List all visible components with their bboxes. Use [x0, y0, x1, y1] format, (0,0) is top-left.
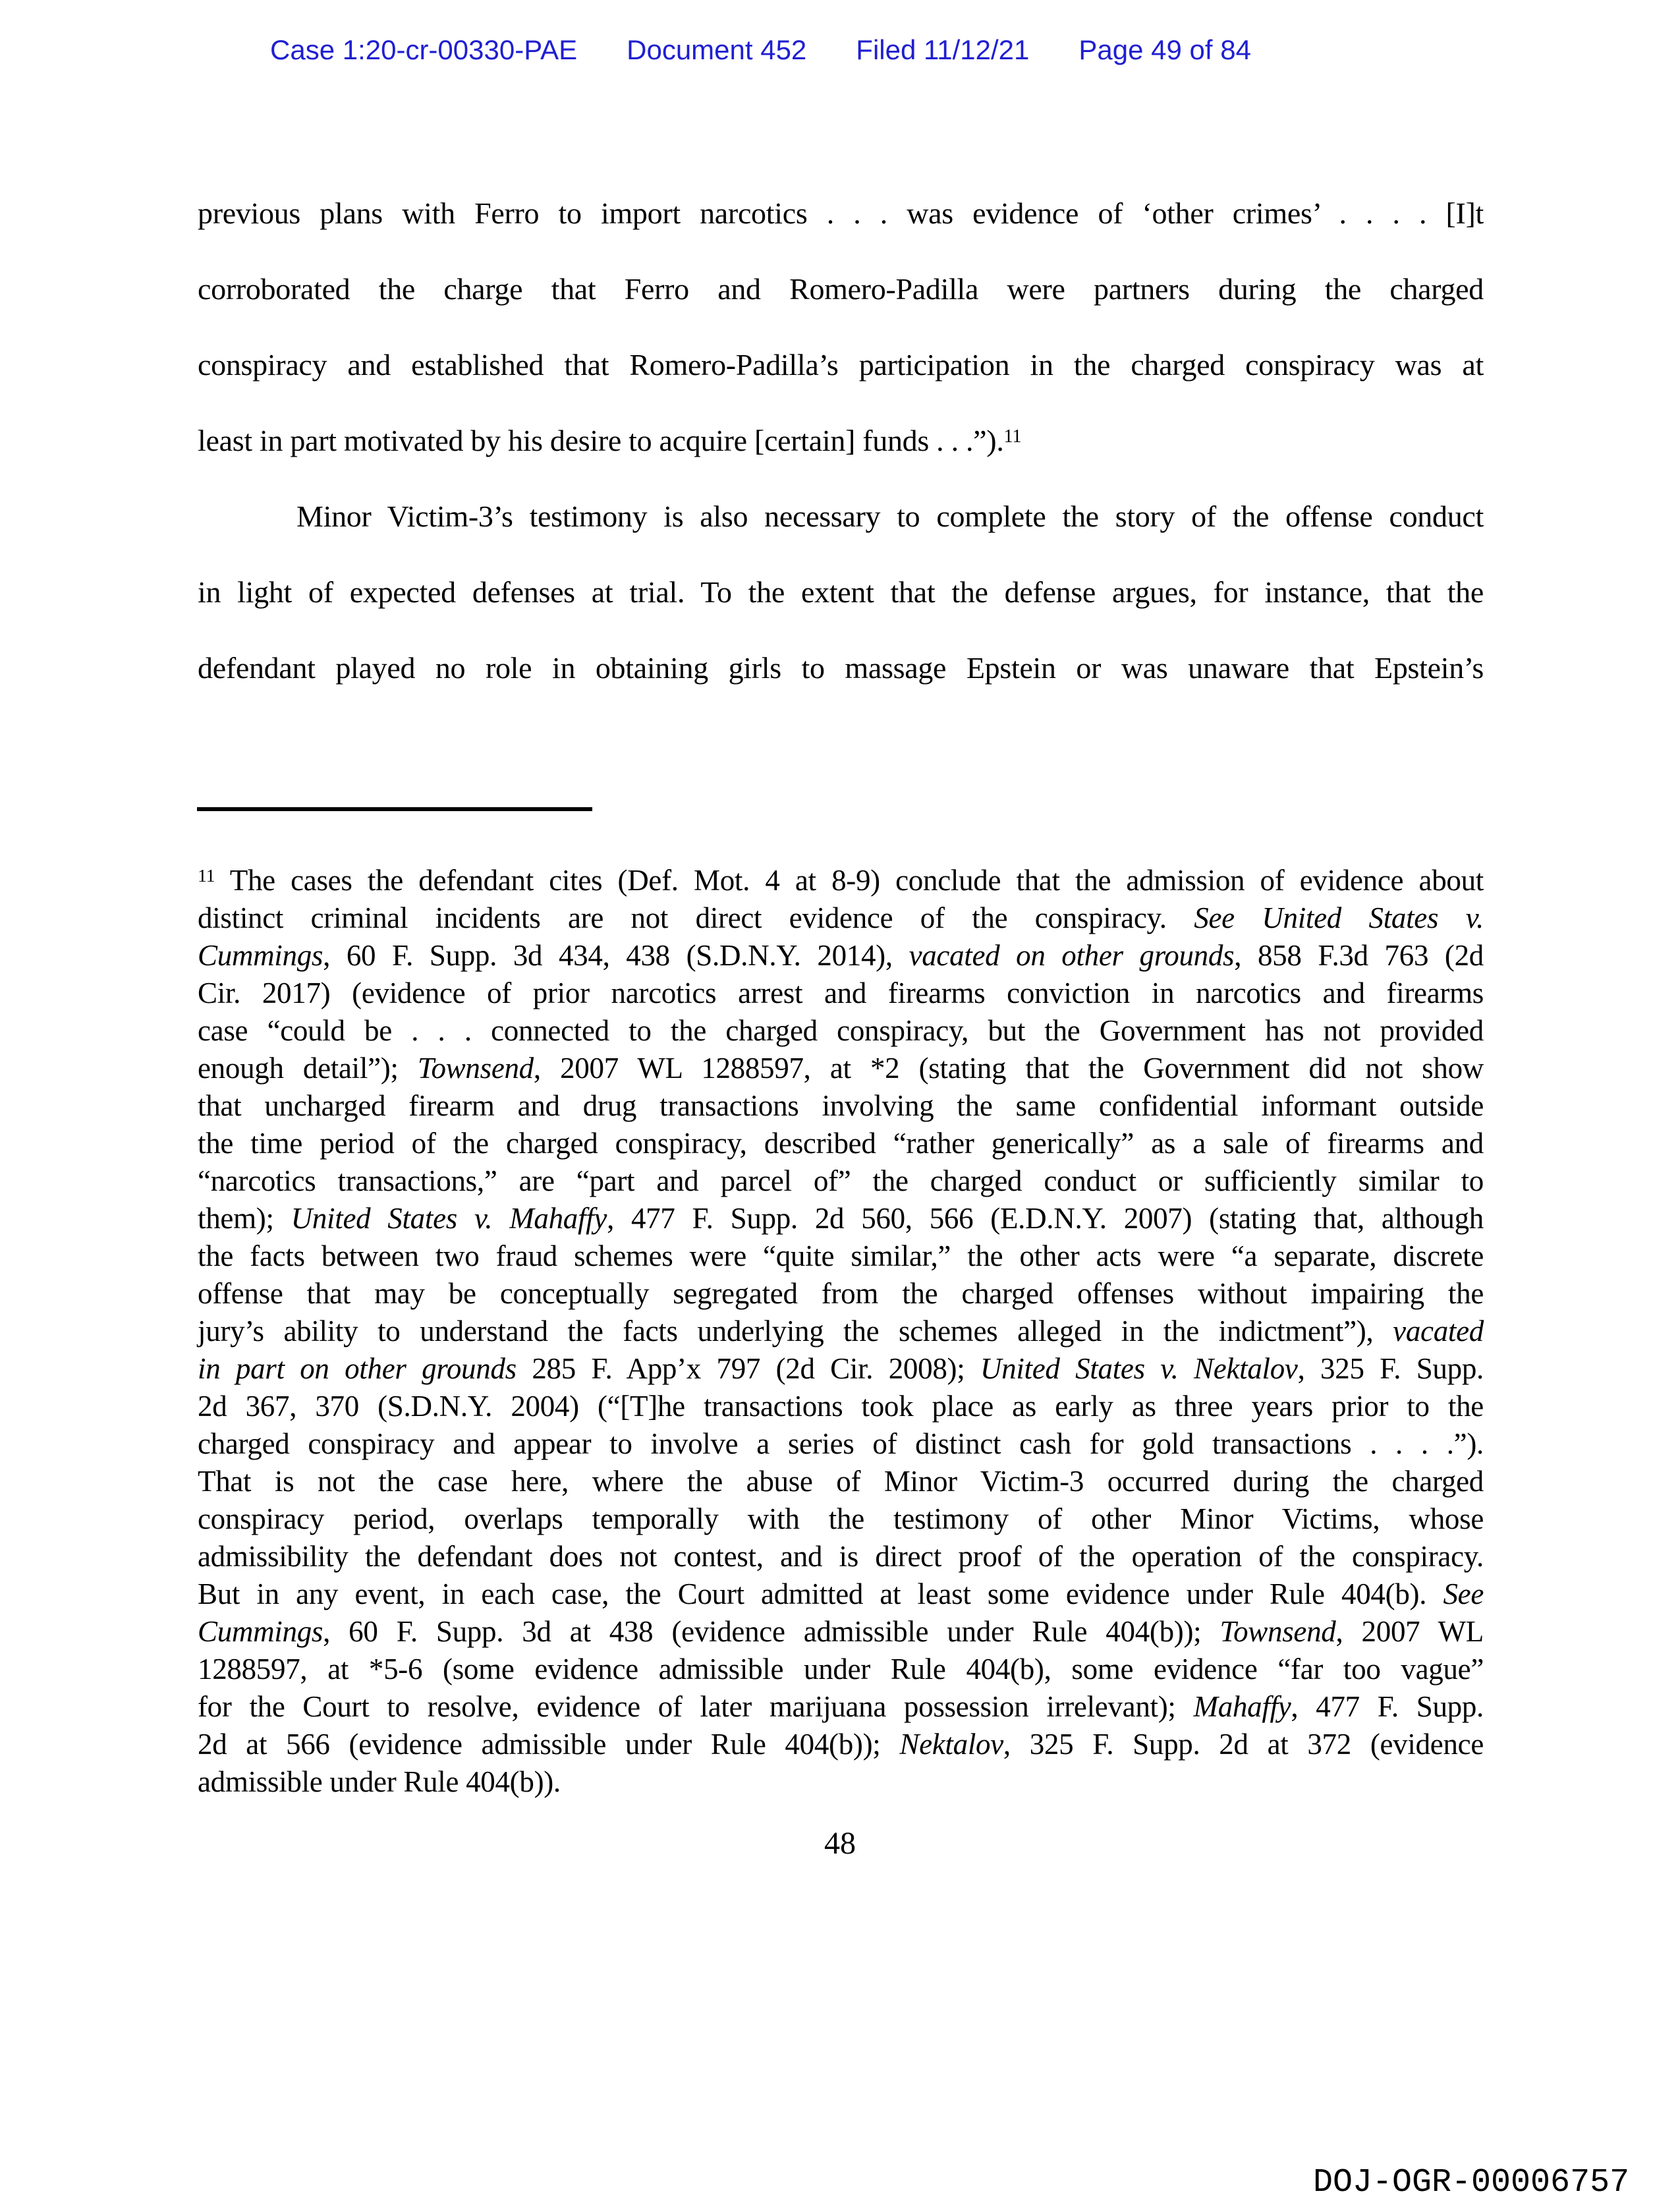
- footnote-reference: 11: [198, 866, 215, 887]
- text-line: [198, 1087, 1484, 1125]
- text-line: [198, 1613, 1484, 1651]
- page-number: 48: [824, 1826, 856, 1861]
- case-citation-italic: Cummings: [198, 939, 323, 972]
- text-run: conspiracy period, overlaps temporally with the testimony of other Minor Victims, whose: [198, 1502, 1484, 1535]
- text-run: them);: [198, 1202, 291, 1235]
- text-line: [198, 1538, 1484, 1575]
- text-run: case “could be . . . connected to the charged conspiracy, but the Government has not provided: [198, 1014, 1484, 1047]
- text-run: admissibility the defendant does not contest, and is direct proof of the operation of the conspiracy.: [198, 1540, 1484, 1573]
- text-line: [198, 1651, 1484, 1688]
- text-line: [198, 1463, 1484, 1500]
- case-citation-italic: in part on other grounds: [198, 1352, 517, 1385]
- page-x-of-y: Page 49 of 84: [1078, 34, 1251, 65]
- text-run: , 60 F. Supp. 3d at 438 (evidence admissible under Rule 404(b));: [323, 1615, 1220, 1648]
- text-run: “narcotics transactions,” are “part and parcel of” the charged conduct or sufficiently similar to: [198, 1164, 1484, 1197]
- text-run: previous plans with Ferro to import narcotics . . . was evidence of ‘other crimes’ . . . . [I]t: [198, 196, 1484, 230]
- text-run: jury’s ability to understand the facts underlying the schemes alleged in the indictment”),: [198, 1315, 1393, 1347]
- case-citation-italic: See: [1443, 1577, 1484, 1610]
- body-text: [198, 175, 1484, 706]
- text-run: , 477 F. Supp. 2d 560, 566 (E.D.N.Y. 2007) (stating that, although: [607, 1202, 1484, 1235]
- text-line: [198, 1200, 1484, 1237]
- text-run: 1288597, at *5-6 (some evidence admissible under Rule 404(b), some evidence “far too vague”: [198, 1653, 1484, 1686]
- footnote-11: [198, 862, 1484, 1801]
- text-run: distinct criminal incidents are not direct evidence of the conspiracy.: [198, 901, 1194, 934]
- text-run: admissible under Rule 404(b)).: [198, 1765, 561, 1798]
- case-citation-italic: Townsend: [417, 1052, 534, 1085]
- case-citation-italic: vacated on other grounds: [909, 939, 1235, 972]
- text-run: , 477 F. Supp.: [1291, 1690, 1484, 1723]
- footnote-reference: 11: [1003, 426, 1022, 447]
- text-run: the time period of the charged conspiracy, described “rather generically” as a sale of firearms and: [198, 1127, 1484, 1160]
- text-run: corroborated the charge that Ferro and Romero-Padilla were partners during the charged: [198, 272, 1484, 306]
- text-line: [198, 975, 1484, 1012]
- text-line: [198, 1237, 1484, 1275]
- text-line: [198, 1125, 1484, 1162]
- text-line: [198, 1275, 1484, 1313]
- text-line: [198, 1012, 1484, 1050]
- text-line: [198, 554, 1484, 630]
- text-run: charged conspiracy and appear to involve a series of distinct cash for gold transactions . . . .”).: [198, 1427, 1484, 1460]
- text-line: [198, 403, 1484, 478]
- case-citation-italic: See United States v.: [1194, 901, 1484, 934]
- text-line: [198, 1388, 1484, 1425]
- text-run: But in any event, in each case, the Court admitted at least some evidence under Rule 404(b).: [198, 1577, 1443, 1610]
- text-run: , 60 F. Supp. 3d 434, 438 (S.D.N.Y. 2014),: [323, 939, 909, 972]
- text-run: , 325 F. Supp. 2d at 372 (evidence: [1003, 1728, 1484, 1761]
- text-run: 2d 367, 370 (S.D.N.Y. 2004) (“[T]he transactions took place as early as three years prior to the: [198, 1390, 1484, 1423]
- text-line: [198, 1763, 1484, 1801]
- footnote-separator-rule: [197, 807, 592, 811]
- text-run: the facts between two fraud schemes were “quite similar,” the other acts were “a separate, discrete: [198, 1239, 1484, 1272]
- bates-stamp: DOJ-OGR-00006757: [1313, 2164, 1630, 2201]
- case-citation-italic: Cummings: [198, 1615, 323, 1648]
- text-line: [198, 1313, 1484, 1350]
- case-citation-italic: Mahaffy: [1193, 1690, 1291, 1723]
- text-run: that uncharged firearm and drug transactions involving the same confidential informant outside: [198, 1089, 1484, 1122]
- text-line: [198, 327, 1484, 403]
- text-run: Minor Victim-3’s testimony is also necessary to complete the story of the offense conduct: [296, 499, 1484, 533]
- text-line: [198, 175, 1484, 251]
- text-line: [198, 1350, 1484, 1388]
- case-number: Case 1:20-cr-00330-PAE: [270, 34, 578, 65]
- case-citation-italic: Townsend: [1219, 1615, 1336, 1648]
- text-run: for the Court to resolve, evidence of later marijuana possession irrelevant);: [198, 1690, 1194, 1723]
- text-run: 2d at 566 (evidence admissible under Rule 404(b));: [198, 1728, 900, 1761]
- text-run: least in part motivated by his desire to acquire [certain] funds . . .”).: [198, 424, 1004, 457]
- text-line: [198, 1425, 1484, 1463]
- text-run: enough detail”);: [198, 1052, 418, 1085]
- ecf-header-stamp: [270, 34, 1251, 66]
- text-run: , 2007 WL 1288597, at *2 (stating that the Government did not show: [533, 1052, 1484, 1085]
- text-run: , 2007 WL: [1335, 1615, 1484, 1648]
- text-line: [198, 899, 1484, 937]
- text-run: conspiracy and established that Romero-Padilla’s participation in the charged conspiracy was at: [198, 348, 1484, 382]
- text-run: , 325 F. Supp.: [1297, 1352, 1484, 1385]
- text-run: Cir. 2017) (evidence of prior narcotics arrest and firearms conviction in narcotics and firearms: [198, 977, 1484, 1009]
- text-line: [198, 478, 1484, 554]
- text-line: [198, 1162, 1484, 1200]
- case-citation-italic: Nektalov: [899, 1728, 1003, 1761]
- text-line: [198, 630, 1484, 706]
- case-citation-italic: vacated: [1393, 1315, 1484, 1347]
- text-run: The cases the defendant cites (Def. Mot. 4 at 8-9) conclude that the admission of evidence about: [215, 864, 1484, 897]
- text-run: defendant played no role in obtaining girls to massage Epstein or was unaware that Epstein’s: [198, 651, 1484, 685]
- text-run: in light of expected defenses at trial. To the extent that the defense argues, for instance, that the: [198, 575, 1484, 609]
- case-citation-italic: United States v. Nektalov: [980, 1352, 1298, 1385]
- text-run: , 858 F.3d 763 (2d: [1234, 939, 1484, 972]
- text-line: [198, 1050, 1484, 1087]
- text-run: 285 F. App’x 797 (2d Cir. 2008);: [516, 1352, 980, 1385]
- text-line: [198, 862, 1484, 899]
- text-line: [198, 1726, 1484, 1763]
- text-run: offense that may be conceptually segregated from the charged offenses without impairing the: [198, 1277, 1484, 1310]
- text-line: [198, 1688, 1484, 1726]
- text-line: [198, 251, 1484, 327]
- filed-date: Filed 11/12/21: [856, 34, 1030, 65]
- text-line: [198, 1575, 1484, 1613]
- text-line: [198, 1500, 1484, 1538]
- document-number: Document 452: [627, 34, 807, 65]
- text-line: [198, 937, 1484, 975]
- case-citation-italic: United States v. Mahaffy: [291, 1202, 607, 1235]
- text-run: That is not the case here, where the abuse of Minor Victim-3 occurred during the charged: [198, 1465, 1484, 1498]
